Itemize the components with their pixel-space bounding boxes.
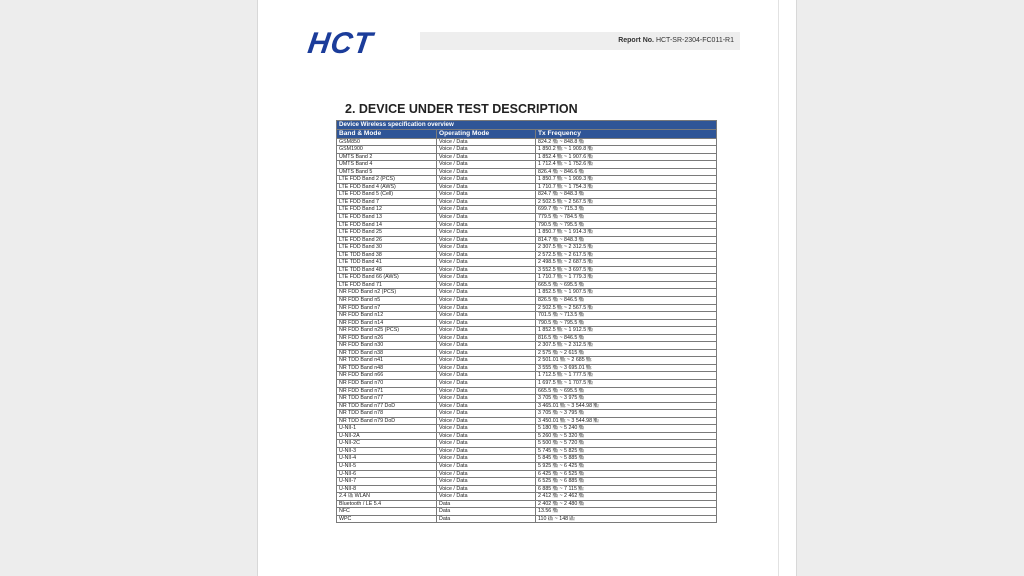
table-row bbox=[337, 176, 717, 184]
band-cell: NR TDD Band n41 bbox=[337, 357, 437, 365]
table-row bbox=[337, 440, 717, 448]
table-row bbox=[337, 198, 717, 206]
mode-cell: Voice / Data bbox=[437, 372, 536, 380]
band-cell: NFC bbox=[337, 508, 437, 516]
band-cell: NR TDD Band n48 bbox=[337, 364, 437, 372]
table-row bbox=[337, 319, 717, 327]
mode-cell: Voice / Data bbox=[437, 304, 536, 312]
mode-cell: Voice / Data bbox=[437, 402, 536, 410]
frequency-cell: 814.7 ㎒ ~ 848.3 ㎒ bbox=[536, 236, 717, 244]
table-body bbox=[337, 138, 717, 523]
frequency-cell: 2 402 ㎒ ~ 2 480 ㎒ bbox=[536, 500, 717, 508]
frequency-cell: 826.5 ㎒ ~ 846.5 ㎒ bbox=[536, 296, 717, 304]
mode-cell: Voice / Data bbox=[437, 183, 536, 191]
frequency-cell: 826.4 ㎒ ~ 846.6 ㎒ bbox=[536, 168, 717, 176]
frequency-cell: 1 712.5 ㎒ ~ 1 777.5 ㎒ bbox=[536, 372, 717, 380]
frequency-cell: 5 500 ㎒ ~ 5 720 ㎒ bbox=[536, 440, 717, 448]
band-cell: LTE FDD Band 25 bbox=[337, 229, 437, 237]
table-row bbox=[337, 168, 717, 176]
frequency-cell: 2 575 ㎒ ~ 2 615 ㎒ bbox=[536, 349, 717, 357]
table-row bbox=[337, 447, 717, 455]
mode-cell: Voice / Data bbox=[437, 274, 536, 282]
band-cell: NR FDD Band n30 bbox=[337, 342, 437, 350]
mode-cell: Voice / Data bbox=[437, 364, 536, 372]
table-row bbox=[337, 380, 717, 388]
section-title: 2. DEVICE UNDER TEST DESCRIPTION bbox=[345, 102, 578, 116]
table-row bbox=[337, 508, 717, 516]
frequency-cell: 2 502.5 ㎒ ~ 2 567.5 ㎒ bbox=[536, 304, 717, 312]
band-cell: NR FDD Band n66 bbox=[337, 372, 437, 380]
frequency-cell: 790.5 ㎒ ~ 795.5 ㎒ bbox=[536, 319, 717, 327]
mode-cell: Voice / Data bbox=[437, 319, 536, 327]
band-cell: 2.4 ㎓ WLAN bbox=[337, 493, 437, 501]
frequency-cell: 6 425 ㎒ ~ 6 525 ㎒ bbox=[536, 470, 717, 478]
frequency-cell: 1 852.5 ㎒ ~ 1 907.5 ㎒ bbox=[536, 289, 717, 297]
report-number-bar bbox=[420, 32, 740, 50]
frequency-cell: 2 502.5 ㎒ ~ 2 567.5 ㎒ bbox=[536, 198, 717, 206]
mode-cell: Voice / Data bbox=[437, 357, 536, 365]
mode-cell: Voice / Data bbox=[437, 470, 536, 478]
band-cell: WPC bbox=[337, 515, 437, 523]
frequency-cell: 779.5 ㎒ ~ 784.5 ㎒ bbox=[536, 213, 717, 221]
band-cell: NR FDD Band n71 bbox=[337, 387, 437, 395]
frequency-cell: 1 852.5 ㎒ ~ 1 912.5 ㎒ bbox=[536, 327, 717, 335]
frequency-cell: 5 180 ㎒ ~ 5 240 ㎒ bbox=[536, 425, 717, 433]
band-cell: U-NII-1 bbox=[337, 425, 437, 433]
table-row bbox=[337, 470, 717, 478]
table-row bbox=[337, 425, 717, 433]
table-row bbox=[337, 191, 717, 199]
mode-cell: Voice / Data bbox=[437, 229, 536, 237]
band-cell: U-NII-4 bbox=[337, 455, 437, 463]
table-row bbox=[337, 455, 717, 463]
frequency-cell: 2 307.5 ㎒ ~ 2 312.5 ㎒ bbox=[536, 342, 717, 350]
band-cell: LTE FDD Band 26 bbox=[337, 236, 437, 244]
table-row bbox=[337, 183, 717, 191]
table-row bbox=[337, 417, 717, 425]
band-cell: U-NII-6 bbox=[337, 470, 437, 478]
frequency-cell: 3 465.01 ㎒ ~ 3 544.98 ㎒ bbox=[536, 402, 717, 410]
table-row bbox=[337, 146, 717, 154]
frequency-cell: 2 307.5 ㎒ ~ 2 312.5 ㎒ bbox=[536, 244, 717, 252]
frequency-cell: 1 710.7 ㎒ ~ 1 779.3 ㎒ bbox=[536, 274, 717, 282]
mode-cell: Voice / Data bbox=[437, 327, 536, 335]
band-cell: U-NII-8 bbox=[337, 485, 437, 493]
frequency-cell: 3 705 ㎒ ~ 3 975 ㎒ bbox=[536, 395, 717, 403]
table-row bbox=[337, 395, 717, 403]
mode-cell: Voice / Data bbox=[437, 455, 536, 463]
band-cell: NR TDD Band n77 DoD bbox=[337, 402, 437, 410]
table-row bbox=[337, 500, 717, 508]
band-cell: LTE FDD Band 5 (Cell) bbox=[337, 191, 437, 199]
table-row bbox=[337, 485, 717, 493]
mode-cell: Voice / Data bbox=[437, 447, 536, 455]
mode-cell: Voice / Data bbox=[437, 244, 536, 252]
frequency-cell: 2 412 ㎒ ~ 2 462 ㎒ bbox=[536, 493, 717, 501]
table-row bbox=[337, 289, 717, 297]
mode-cell: Voice / Data bbox=[437, 380, 536, 388]
table-row bbox=[337, 327, 717, 335]
column-header-band: Band & Mode bbox=[337, 129, 437, 138]
mode-cell: Voice / Data bbox=[437, 417, 536, 425]
mode-cell: Voice / Data bbox=[437, 281, 536, 289]
mode-cell: Voice / Data bbox=[437, 342, 536, 350]
band-cell: UMTS Band 2 bbox=[337, 153, 437, 161]
frequency-cell: 1 852.4 ㎒ ~ 1 907.6 ㎒ bbox=[536, 153, 717, 161]
band-cell: LTE FDD Band 2 (PCS) bbox=[337, 176, 437, 184]
table-row bbox=[337, 236, 717, 244]
mode-cell: Voice / Data bbox=[437, 387, 536, 395]
band-cell: LTE FDD Band 13 bbox=[337, 213, 437, 221]
mode-cell: Voice / Data bbox=[437, 312, 536, 320]
frequency-cell: 1 850.2 ㎒ ~ 1 909.8 ㎒ bbox=[536, 146, 717, 154]
band-cell: LTE FDD Band 7 bbox=[337, 198, 437, 206]
frequency-cell: 1 710.7 ㎒ ~ 1 754.3 ㎒ bbox=[536, 183, 717, 191]
table-row bbox=[337, 372, 717, 380]
band-cell: NR TDD Band n38 bbox=[337, 349, 437, 357]
band-cell: LTE TDD Band 48 bbox=[337, 266, 437, 274]
page-divider bbox=[778, 0, 779, 576]
frequency-cell: 816.5 ㎒ ~ 846.5 ㎒ bbox=[536, 334, 717, 342]
frequency-cell: 824.7 ㎒ ~ 848.3 ㎒ bbox=[536, 191, 717, 199]
mode-cell: Voice / Data bbox=[437, 463, 536, 471]
mode-cell: Voice / Data bbox=[437, 296, 536, 304]
table-row bbox=[337, 244, 717, 252]
table-row bbox=[337, 364, 717, 372]
frequency-cell: 13.56 ㎒ bbox=[536, 508, 717, 516]
table-row bbox=[337, 274, 717, 282]
frequency-cell: 1 697.5 ㎒ ~ 1 707.5 ㎒ bbox=[536, 380, 717, 388]
band-cell: LTE FDD Band 30 bbox=[337, 244, 437, 252]
mode-cell: Voice / Data bbox=[437, 425, 536, 433]
table-row bbox=[337, 342, 717, 350]
frequency-cell: 1 850.7 ㎒ ~ 1 914.3 ㎒ bbox=[536, 229, 717, 237]
table-row bbox=[337, 478, 717, 486]
frequency-cell: 699.7 ㎒ ~ 715.3 ㎒ bbox=[536, 206, 717, 214]
report-number: HCT-SR-2304-FC011-R1 bbox=[655, 37, 734, 44]
mode-cell: Voice / Data bbox=[437, 206, 536, 214]
mode-cell: Voice / Data bbox=[437, 493, 536, 501]
frequency-cell: 3 450.01 ㎒ ~ 3 544.98 ㎒ bbox=[536, 417, 717, 425]
frequency-cell: 5 925 ㎒ ~ 6 425 ㎒ bbox=[536, 463, 717, 471]
band-cell: NR FDD Band n5 bbox=[337, 296, 437, 304]
band-cell: NR FDD Band n7 bbox=[337, 304, 437, 312]
band-cell: NR FDD Band n14 bbox=[337, 319, 437, 327]
table-row bbox=[337, 281, 717, 289]
band-cell: NR FDD Band n25 (PCS) bbox=[337, 327, 437, 335]
table-row bbox=[337, 153, 717, 161]
mode-cell: Voice / Data bbox=[437, 259, 536, 267]
table-row bbox=[337, 221, 717, 229]
band-cell: UMTS Band 4 bbox=[337, 161, 437, 169]
band-cell: NR FDD Band n70 bbox=[337, 380, 437, 388]
mode-cell: Voice / Data bbox=[437, 176, 536, 184]
band-cell: UMTS Band 5 bbox=[337, 168, 437, 176]
frequency-cell: 2 498.5 ㎒ ~ 2 687.5 ㎒ bbox=[536, 259, 717, 267]
table-row bbox=[337, 432, 717, 440]
mode-cell: Voice / Data bbox=[437, 153, 536, 161]
band-cell: LTE FDD Band 71 bbox=[337, 281, 437, 289]
mode-cell: Voice / Data bbox=[437, 349, 536, 357]
band-cell: U-NII-2C bbox=[337, 440, 437, 448]
band-cell: LTE TDD Band 41 bbox=[337, 259, 437, 267]
band-cell: NR FDD Band n12 bbox=[337, 312, 437, 320]
mode-cell: Data bbox=[437, 515, 536, 523]
table-row bbox=[337, 229, 717, 237]
frequency-cell: 110 ㎑ ~ 148 ㎑ bbox=[536, 515, 717, 523]
wireless-spec-table bbox=[336, 120, 717, 523]
mode-cell: Voice / Data bbox=[437, 485, 536, 493]
table-row bbox=[337, 266, 717, 274]
band-cell: U-NII-3 bbox=[337, 447, 437, 455]
band-cell: Bluetooth / LE 5.4 bbox=[337, 500, 437, 508]
mode-cell: Voice / Data bbox=[437, 146, 536, 154]
band-cell: U-NII-2A bbox=[337, 432, 437, 440]
mode-cell: Voice / Data bbox=[437, 432, 536, 440]
band-cell: LTE FDD Band 12 bbox=[337, 206, 437, 214]
table-row bbox=[337, 463, 717, 471]
frequency-cell: 3 705 ㎒ ~ 3 795 ㎒ bbox=[536, 410, 717, 418]
band-cell: U-NII-5 bbox=[337, 463, 437, 471]
mode-cell: Voice / Data bbox=[437, 440, 536, 448]
band-cell: LTE FDD Band 4 (AWS) bbox=[337, 183, 437, 191]
table-row bbox=[337, 357, 717, 365]
frequency-cell: 6 885 ㎒ ~ 7 115 ㎒ bbox=[536, 485, 717, 493]
band-cell: NR TDD Band n77 bbox=[337, 395, 437, 403]
frequency-cell: 6 525 ㎒ ~ 6 885 ㎒ bbox=[536, 478, 717, 486]
table-row bbox=[337, 402, 717, 410]
frequency-cell: 3 552.5 ㎒ ~ 3 697.5 ㎒ bbox=[536, 266, 717, 274]
table-row bbox=[337, 206, 717, 214]
frequency-cell: 790.5 ㎒ ~ 795.5 ㎒ bbox=[536, 221, 717, 229]
table-row bbox=[337, 296, 717, 304]
band-cell: LTE FDD Band 14 bbox=[337, 221, 437, 229]
frequency-cell: 665.5 ㎒ ~ 695.5 ㎒ bbox=[536, 387, 717, 395]
band-cell: GSM850 bbox=[337, 138, 437, 146]
frequency-cell: 2 501.01 ㎒ ~ 2 685 ㎒ bbox=[536, 357, 717, 365]
frequency-cell: 665.5 ㎒ ~ 695.5 ㎒ bbox=[536, 281, 717, 289]
frequency-cell: 824.2 ㎒ ~ 848.8 ㎒ bbox=[536, 138, 717, 146]
mode-cell: Voice / Data bbox=[437, 191, 536, 199]
hct-logo: HCT bbox=[305, 27, 376, 60]
mode-cell: Voice / Data bbox=[437, 138, 536, 146]
mode-cell: Voice / Data bbox=[437, 168, 536, 176]
table-caption: Device Wireless specification overview bbox=[337, 121, 717, 130]
mode-cell: Voice / Data bbox=[437, 251, 536, 259]
mode-cell: Voice / Data bbox=[437, 266, 536, 274]
frequency-cell: 5 260 ㎒ ~ 5 320 ㎒ bbox=[536, 432, 717, 440]
table-row bbox=[337, 349, 717, 357]
column-header-frequency: Tx Frequency bbox=[536, 129, 717, 138]
mode-cell: Voice / Data bbox=[437, 161, 536, 169]
frequency-cell: 701.5 ㎒ ~ 713.5 ㎒ bbox=[536, 312, 717, 320]
table-row bbox=[337, 259, 717, 267]
table-row bbox=[337, 138, 717, 146]
table-row bbox=[337, 312, 717, 320]
mode-cell: Voice / Data bbox=[437, 221, 536, 229]
table-row bbox=[337, 410, 717, 418]
mode-cell: Voice / Data bbox=[437, 334, 536, 342]
column-header-mode: Operating Mode bbox=[437, 129, 536, 138]
report-label: Report No. bbox=[618, 37, 654, 44]
band-cell: NR TDD Band n78 bbox=[337, 410, 437, 418]
mode-cell: Voice / Data bbox=[437, 213, 536, 221]
mode-cell: Voice / Data bbox=[437, 395, 536, 403]
frequency-cell: 2 572.5 ㎒ ~ 2 617.5 ㎒ bbox=[536, 251, 717, 259]
mode-cell: Data bbox=[437, 500, 536, 508]
frequency-cell: 5 845 ㎒ ~ 5 885 ㎒ bbox=[536, 455, 717, 463]
band-cell: LTE FDD Band 66 (AWS) bbox=[337, 274, 437, 282]
table-row bbox=[337, 387, 717, 395]
table-row bbox=[337, 515, 717, 523]
table-row bbox=[337, 161, 717, 169]
mode-cell: Voice / Data bbox=[437, 478, 536, 486]
table-row bbox=[337, 251, 717, 259]
band-cell: NR FDD Band n26 bbox=[337, 334, 437, 342]
band-cell: NR TDD Band n79 DoD bbox=[337, 417, 437, 425]
band-cell: GSM1900 bbox=[337, 146, 437, 154]
band-cell: U-NII-7 bbox=[337, 478, 437, 486]
table-row bbox=[337, 493, 717, 501]
band-cell: LTE TDD Band 38 bbox=[337, 251, 437, 259]
frequency-cell: 1 850.7 ㎒ ~ 1 909.3 ㎒ bbox=[536, 176, 717, 184]
table-row bbox=[337, 213, 717, 221]
mode-cell: Data bbox=[437, 508, 536, 516]
frequency-cell: 3 555 ㎒ ~ 3 695.01 ㎒ bbox=[536, 364, 717, 372]
mode-cell: Voice / Data bbox=[437, 198, 536, 206]
band-cell: NR FDD Band n2 (PCS) bbox=[337, 289, 437, 297]
mode-cell: Voice / Data bbox=[437, 410, 536, 418]
table-row bbox=[337, 334, 717, 342]
document-page bbox=[257, 0, 797, 576]
mode-cell: Voice / Data bbox=[437, 289, 536, 297]
mode-cell: Voice / Data bbox=[437, 236, 536, 244]
frequency-cell: 1 712.4 ㎒ ~ 1 752.6 ㎒ bbox=[536, 161, 717, 169]
frequency-cell: 5 745 ㎒ ~ 5 825 ㎒ bbox=[536, 447, 717, 455]
table-row bbox=[337, 304, 717, 312]
